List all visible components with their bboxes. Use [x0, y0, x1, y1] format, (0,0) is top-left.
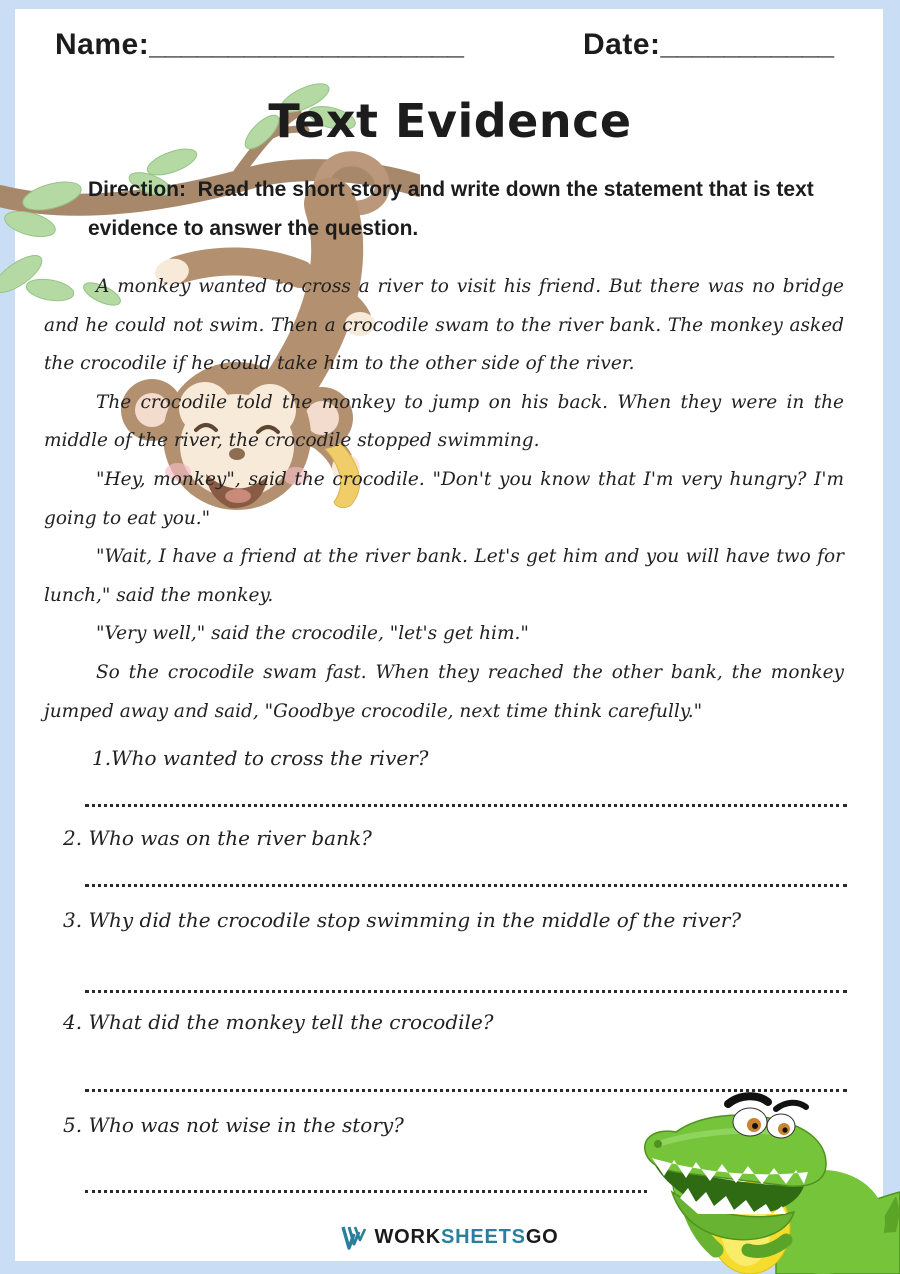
story-paragraph: "Wait, I have a friend at the river bank. Let's get him and you will have two for lunch," said the monkey.: [44, 546, 844, 606]
question-2: 2. Who was on the river bank?: [63, 826, 372, 850]
logo-text: [374, 1226, 558, 1249]
name-label: Name:: [55, 28, 150, 61]
question-4: 4. What did the monkey tell the crocodile?: [63, 1010, 494, 1034]
story-text: [44, 268, 844, 731]
answer-line-1[interactable]: [85, 804, 847, 807]
logo-sheets: SHEETS: [440, 1225, 526, 1248]
logo-work: WORK: [374, 1225, 441, 1248]
date-label: Date:: [583, 28, 661, 61]
question-5: 5. Who was not wise in the story?: [63, 1113, 404, 1137]
story-paragraph: A monkey wanted to cross a river to visit his friend. But there was no bridge and he could not swim. Then a crocodile swam to the river bank. The monkey asked the crocodile if he could take him to the other side of the river.: [44, 276, 844, 375]
worksheetsgo-w-icon: [341, 1224, 367, 1250]
story-paragraph: So the crocodile swam fast. When they reached the other bank, the monkey jumped away and said, "Goodbye crocodile, next time think carefully.": [44, 661, 844, 722]
crocodile-illustration: [628, 1092, 900, 1274]
question-3: 3. Why did the crocodile stop swimming in the middle of the river?: [63, 908, 742, 932]
story-paragraph: "Very well," said the crocodile, "let's get him.": [96, 623, 529, 645]
logo-go: GO: [525, 1225, 559, 1248]
answer-line-2[interactable]: [85, 884, 847, 887]
story-paragraph: The crocodile told the monkey to jump on his back. When they were in the middle of the river, the crocodile stopped swimming.: [44, 391, 844, 452]
date-row: [583, 28, 833, 62]
name-row: [55, 28, 463, 62]
question-1: 1.Who wanted to cross the river?: [92, 746, 429, 770]
name-blank[interactable]: ____________________: [149, 28, 463, 61]
story-paragraph: "Hey, monkey", said the crocodile. "Don't you know that I'm very hungry? I'm going to eat you.": [44, 468, 844, 529]
page-title: Text Evidence: [268, 94, 632, 148]
direction-text: Direction: Read the short story and write down the statement that is text evidence to answer the question.: [88, 178, 820, 240]
date-blank[interactable]: ___________: [660, 28, 834, 61]
answer-line-3[interactable]: [85, 990, 847, 993]
answer-line-5[interactable]: [85, 1190, 647, 1193]
